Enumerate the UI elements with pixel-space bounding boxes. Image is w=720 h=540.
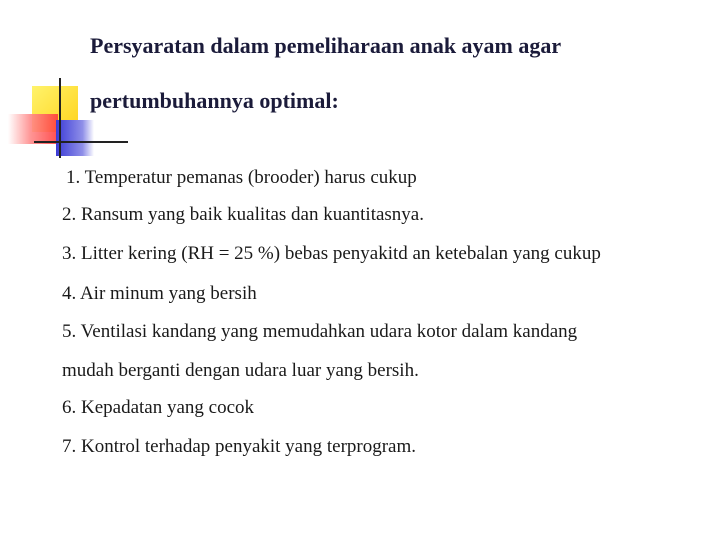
list-item-5-continued: mudah berganti dengan udara luar yang bersih. — [62, 360, 419, 381]
slide-title — [90, 18, 690, 128]
list-item-2: 2. Ransum yang baik kualitas dan kuantitasnya. — [62, 204, 424, 225]
list-item-5: 5. Ventilasi kandang yang memudahkan udara kotor dalam kandang — [62, 321, 578, 342]
list-item-4: 4. Air minum yang bersih — [62, 283, 257, 304]
decorative-red-bar — [8, 114, 58, 144]
title-line-1: Persyaratan dalam pemeliharaan anak ayam agar — [90, 33, 562, 58]
decorative-horizontal-line — [34, 141, 128, 143]
decorative-blue-square — [56, 120, 94, 156]
decorative-vertical-line — [59, 78, 61, 158]
list-item-1: 1. Temperatur pemanas (brooder) harus cukup — [66, 167, 417, 188]
list-item-3: 3. Litter kering (RH = 25 %) bebas penyakitd an ketebalan yang cukup — [62, 243, 601, 264]
list-item-7: 7. Kontrol terhadap penyakit yang terprogram. — [62, 436, 417, 457]
list-item-6: 6. Kepadatan yang cocok — [62, 397, 255, 418]
title-line-2: pertumbuhannya optimal: — [90, 88, 339, 113]
